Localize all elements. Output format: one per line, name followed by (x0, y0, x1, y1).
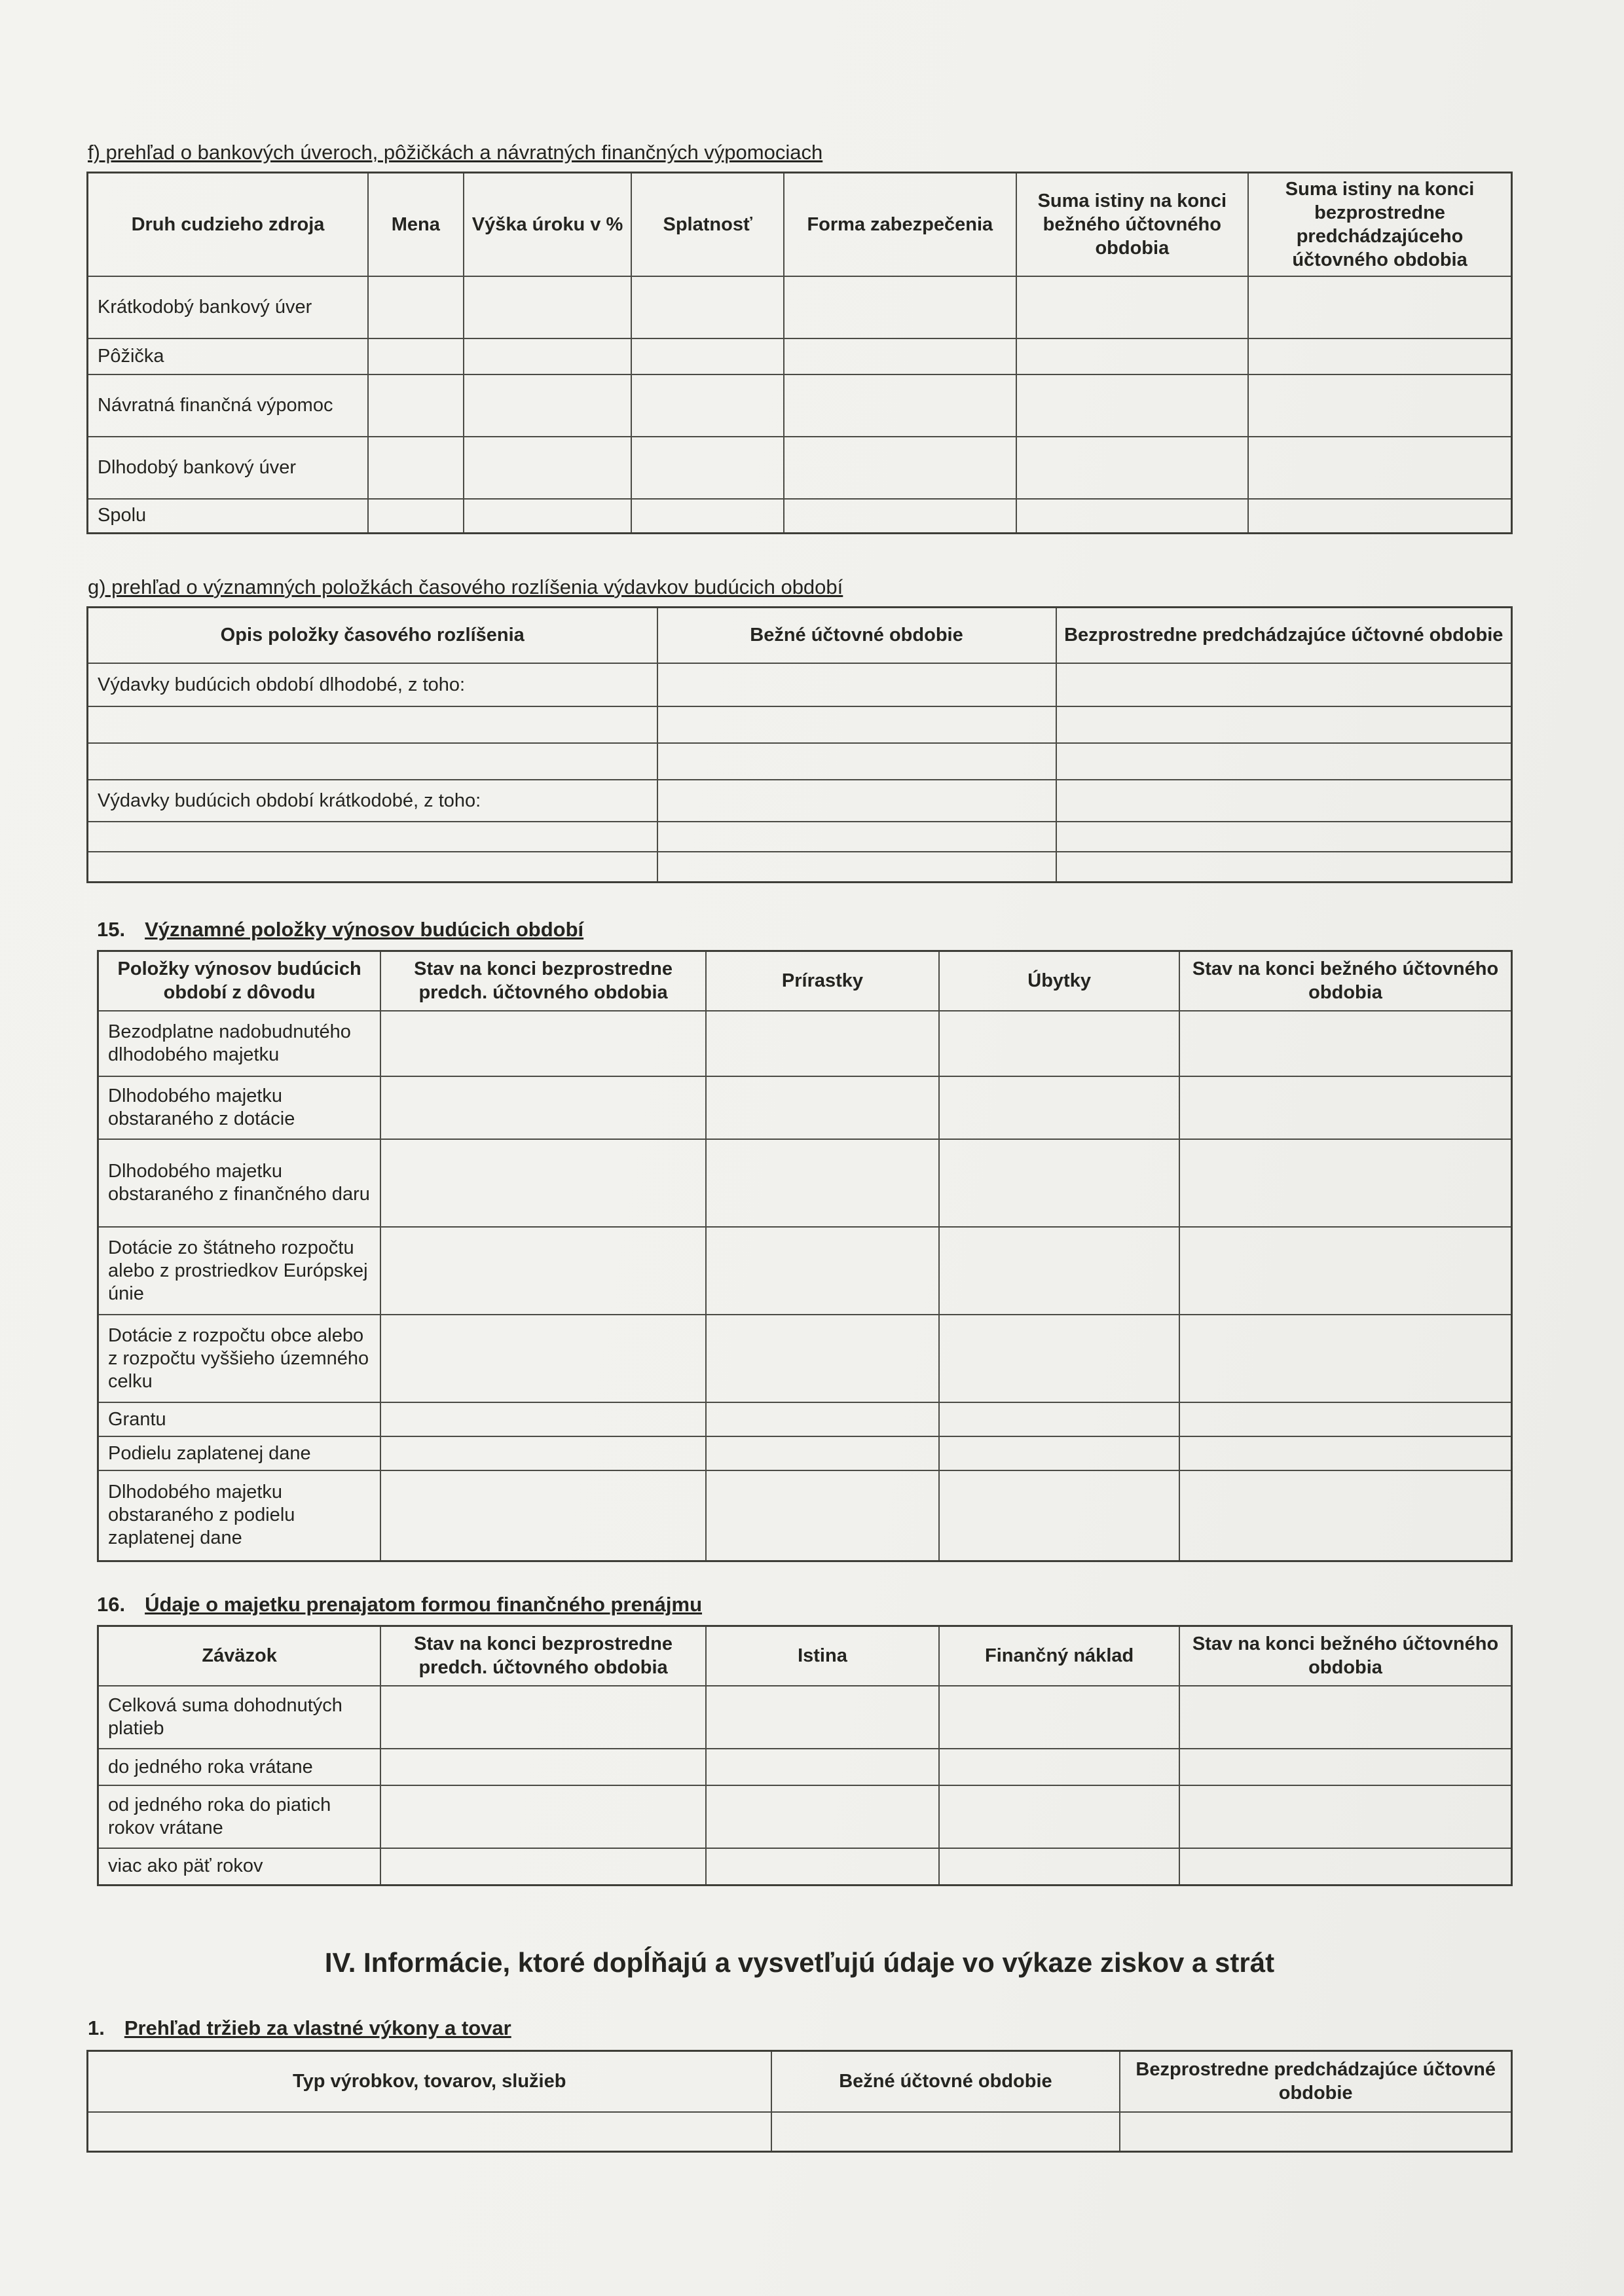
column-header-currency: Mena (368, 173, 464, 277)
empty-cell (464, 437, 632, 499)
part-iv-heading: IV. Informácie, ktoré dopĺňajú a vysvetľujú údaje vo výkaze ziskov a strát (324, 1946, 1275, 1978)
empty-cell (380, 1076, 706, 1139)
empty-cell (464, 374, 632, 437)
row-label: Pôžička (88, 338, 368, 374)
column-header-source-type: Druh cudzieho zdroja (88, 173, 368, 277)
empty-cell (657, 706, 1056, 743)
empty-cell (1179, 1076, 1511, 1139)
empty-cell (1056, 852, 1512, 882)
empty-cell (784, 499, 1016, 533)
header-row (98, 951, 1512, 1011)
column-header-previous-balance: Stav na konci bezprostredne predch. účtovného obdobia (380, 951, 706, 1011)
table-row (88, 437, 1512, 499)
empty-cell (706, 1076, 939, 1139)
empty-cell (784, 374, 1016, 437)
empty-cell (1056, 780, 1512, 822)
empty-cell (1179, 1749, 1511, 1785)
header-row (88, 607, 1512, 663)
empty-cell (939, 1315, 1179, 1402)
table-row (98, 1749, 1512, 1785)
table-row (88, 338, 1512, 374)
empty-cell (939, 1470, 1179, 1561)
empty-cell (1179, 1436, 1511, 1470)
empty-cell (706, 1227, 939, 1315)
table-row (88, 276, 1512, 338)
empty-cell (380, 1749, 706, 1785)
empty-cell (1056, 822, 1512, 852)
section-f-heading (88, 140, 1513, 165)
empty-cell (706, 1470, 939, 1561)
section-15-number: 15. (97, 917, 126, 941)
table-row (98, 1227, 1512, 1315)
empty-cell (1179, 1011, 1511, 1076)
empty-cell (380, 1436, 706, 1470)
column-header-product-type: Typ výrobkov, tovarov, služieb (88, 2050, 771, 2112)
empty-cell (380, 1785, 706, 1848)
table-row (88, 706, 1512, 743)
empty-cell (1179, 1785, 1511, 1848)
empty-cell (368, 437, 464, 499)
empty-cell (380, 1139, 706, 1227)
revenue-breakdown-table (86, 2050, 1513, 2153)
empty-cell (706, 1749, 939, 1785)
empty-cell (939, 1011, 1179, 1076)
empty-cell (706, 1848, 939, 1885)
row-label: Celková suma dohodnutých platieb (98, 1686, 381, 1749)
table-row (88, 743, 1512, 780)
column-header-principal: Istina (706, 1626, 939, 1686)
finance-lease-table (97, 1625, 1513, 1886)
column-header-current-period: Bežné účtovné obdobie (657, 607, 1056, 663)
empty-cell (631, 276, 784, 338)
empty-cell (1179, 1402, 1511, 1436)
empty-cell (631, 437, 784, 499)
empty-cell (706, 1785, 939, 1848)
column-header-previous-period: Bezprostredne predchádzajúce účtovné obdobie (1056, 607, 1512, 663)
empty-cell (380, 1848, 706, 1885)
empty-cell (368, 374, 464, 437)
row-label: Dotácie z rozpočtu obce alebo z rozpočtu vyššieho územného celku (98, 1315, 381, 1402)
empty-cell (464, 338, 632, 374)
table-row (98, 1470, 1512, 1561)
table-row (98, 1315, 1512, 1402)
empty-cell (380, 1315, 706, 1402)
empty-cell (706, 1139, 939, 1227)
empty-cell (939, 1848, 1179, 1885)
header-row (98, 1626, 1512, 1686)
empty-cell (464, 499, 632, 533)
column-header-principal-previous: Suma istiny na konci bezprostredne predchádzajúceho účtovného obdobia (1248, 173, 1511, 277)
empty-cell (1248, 374, 1511, 437)
row-label: od jedného roka do piatich rokov vrátane (98, 1785, 381, 1848)
empty-cell (657, 780, 1056, 822)
empty-cell (1179, 1686, 1511, 1749)
section-g-heading-text: g) prehľad o významných položkách časového rozlíšenia výdavkov budúcich období (88, 575, 843, 598)
empty-cell (1056, 743, 1512, 780)
section-15-heading (97, 917, 1513, 942)
table-row (98, 1011, 1512, 1076)
row-label: Návratná finančná výpomoc (88, 374, 368, 437)
section-16-title: Údaje o majetku prenajatom formou finančného prenájmu (145, 1592, 703, 1616)
empty-cell (368, 276, 464, 338)
empty-cell (1056, 706, 1512, 743)
empty-cell (380, 1470, 706, 1561)
table-row (98, 1076, 1512, 1139)
empty-cell (631, 499, 784, 533)
section-f-heading-text: f) prehľad o bankových úveroch, pôžičkách a návratných finančných výpomociach (88, 141, 823, 164)
row-label: Spolu (88, 499, 368, 533)
column-header-interest-rate: Výška úroku v % (464, 173, 632, 277)
empty-cell (380, 1227, 706, 1315)
empty-cell (1179, 1470, 1511, 1561)
table-row (98, 1139, 1512, 1227)
empty-cell (1016, 338, 1249, 374)
empty-cell (1120, 2112, 1511, 2151)
empty-cell (657, 822, 1056, 852)
deferred-expenses-table (86, 606, 1513, 883)
column-header-current-period: Bežné účtovné obdobie (771, 2050, 1120, 2112)
table-row (98, 1686, 1512, 1749)
column-header-additions: Prírastky (706, 951, 939, 1011)
section-g-heading (88, 575, 1513, 600)
table-row (88, 780, 1512, 822)
empty-cell (380, 1402, 706, 1436)
empty-cell (631, 374, 784, 437)
empty-cell (1179, 1227, 1511, 1315)
empty-cell (1248, 338, 1511, 374)
empty-cell (1016, 437, 1249, 499)
table-row-total (88, 499, 1512, 533)
row-label (88, 852, 657, 882)
empty-cell (1179, 1139, 1511, 1227)
row-label: Krátkodobý bankový úver (88, 276, 368, 338)
empty-cell (1179, 1848, 1511, 1885)
row-label (88, 822, 657, 852)
row-label: Výdavky budúcich období dlhodobé, z toho: (88, 663, 657, 706)
table-row (98, 1402, 1512, 1436)
empty-cell (88, 2112, 771, 2151)
row-label: Dlhodobého majetku obstaraného z finančného daru (98, 1139, 381, 1227)
table-row (98, 1848, 1512, 1885)
row-label: Grantu (98, 1402, 381, 1436)
empty-cell (1248, 437, 1511, 499)
section-15-title: Významné položky výnosov budúcich období (145, 917, 584, 941)
column-header-collateral-form: Forma zabezpečenia (784, 173, 1016, 277)
row-label: Dlhodobého majetku obstaraného z podielu zaplatenej dane (98, 1470, 381, 1561)
empty-cell (939, 1749, 1179, 1785)
row-label: viac ako päť rokov (98, 1848, 381, 1885)
empty-cell (939, 1436, 1179, 1470)
section-1-number: 1. (88, 2016, 105, 2039)
empty-cell (939, 1076, 1179, 1139)
row-label: Podielu zaplatenej dane (98, 1436, 381, 1470)
empty-cell (1016, 374, 1249, 437)
row-label: Dlhodobého majetku obstaraného z dotácie (98, 1076, 381, 1139)
header-row (88, 173, 1512, 277)
empty-cell (380, 1686, 706, 1749)
empty-cell (1016, 499, 1249, 533)
column-header-previous-balance: Stav na konci bezprostredne predch. účtovného obdobia (380, 1626, 706, 1686)
column-header-previous-period: Bezprostredne predchádzajúce účtovné obdobie (1120, 2050, 1511, 2112)
column-header-income-items: Položky výnosov budúcich období z dôvodu (98, 951, 381, 1011)
row-label: do jedného roka vrátane (98, 1749, 381, 1785)
empty-cell (368, 499, 464, 533)
column-header-principal-current: Suma istiny na konci bežného účtovného obdobia (1016, 173, 1249, 277)
column-header-liability: Záväzok (98, 1626, 381, 1686)
empty-cell (464, 276, 632, 338)
empty-cell (706, 1315, 939, 1402)
table-row (88, 663, 1512, 706)
empty-cell (784, 276, 1016, 338)
column-header-disposals: Úbytky (939, 951, 1179, 1011)
column-header-current-balance: Stav na konci bežného účtovného obdobia (1179, 1626, 1511, 1686)
section-16-heading (97, 1592, 1513, 1617)
section-16-number: 16. (97, 1592, 126, 1616)
empty-cell (657, 663, 1056, 706)
table-row (98, 1785, 1512, 1848)
row-label: Výdavky budúcich období krátkodobé, z toho: (88, 780, 657, 822)
empty-cell (706, 1011, 939, 1076)
empty-cell (706, 1436, 939, 1470)
empty-cell (939, 1227, 1179, 1315)
empty-cell (939, 1686, 1179, 1749)
column-header-finance-cost: Finančný náklad (939, 1626, 1179, 1686)
row-label (88, 706, 657, 743)
bank-loans-table (86, 172, 1513, 534)
empty-cell (1179, 1315, 1511, 1402)
section-1-title: Prehľad tržieb za vlastné výkony a tovar (124, 2016, 511, 2039)
empty-cell (1056, 663, 1512, 706)
empty-cell (380, 1011, 706, 1076)
row-label: Dotácie zo štátneho rozpočtu alebo z prostriedkov Európskej únie (98, 1227, 381, 1315)
table-row (88, 852, 1512, 882)
empty-cell (939, 1402, 1179, 1436)
empty-cell (939, 1785, 1179, 1848)
column-header-current-balance: Stav na konci bežného účtovného obdobia (1179, 951, 1511, 1011)
row-label: Dlhodobý bankový úver (88, 437, 368, 499)
empty-cell (706, 1686, 939, 1749)
empty-cell (657, 743, 1056, 780)
header-row (88, 2050, 1512, 2112)
empty-cell (657, 852, 1056, 882)
section-1-heading (88, 2016, 1513, 2041)
empty-cell (939, 1139, 1179, 1227)
column-header-item-description: Opis položky časového rozlíšenia (88, 607, 657, 663)
empty-cell (368, 338, 464, 374)
empty-cell (784, 437, 1016, 499)
empty-cell (1248, 276, 1511, 338)
empty-cell (771, 2112, 1120, 2151)
empty-cell (1248, 499, 1511, 533)
row-label: Bezodplatne nadobudnutého dlhodobého majetku (98, 1011, 381, 1076)
empty-cell (1016, 276, 1249, 338)
row-label (88, 743, 657, 780)
empty-cell (784, 338, 1016, 374)
table-row (88, 822, 1512, 852)
table-row (88, 374, 1512, 437)
deferred-income-table (97, 950, 1513, 1562)
empty-cell (706, 1402, 939, 1436)
table-row (88, 2112, 1512, 2151)
table-row (98, 1436, 1512, 1470)
empty-cell (631, 338, 784, 374)
column-header-maturity: Splatnosť (631, 173, 784, 277)
